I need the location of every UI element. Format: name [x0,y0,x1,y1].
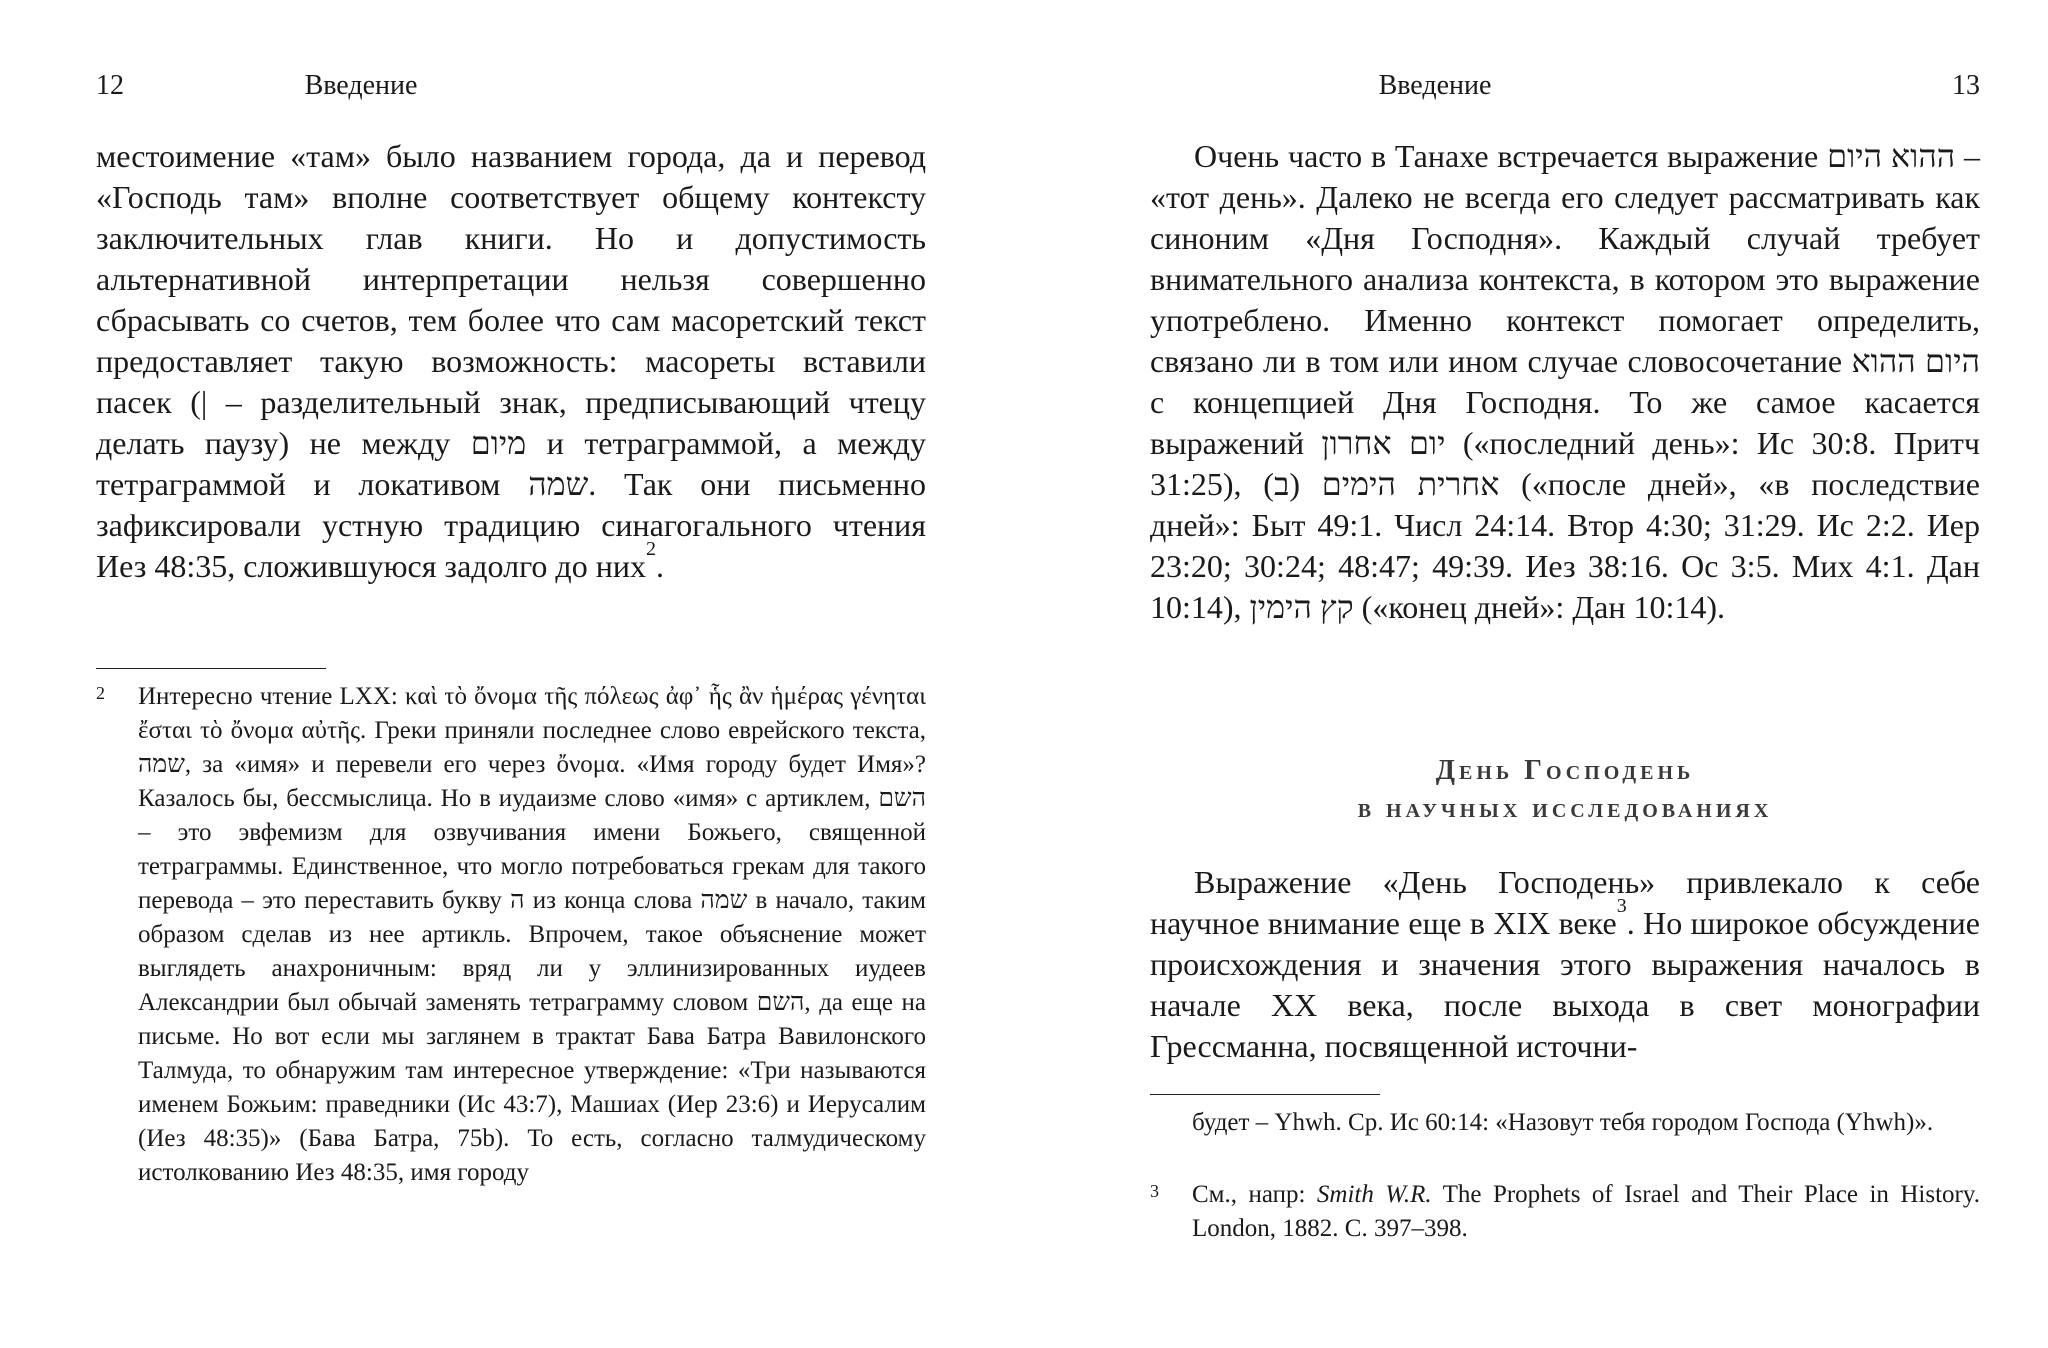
body-text-end: . [655,548,664,584]
body-paragraph [1150,862,1980,1067]
footnote-divider [1150,1094,1380,1095]
footnote-prefix: См., напр: [1192,1181,1317,1208]
section-heading-line: в научных исследованиях [1357,793,1773,824]
body-text: Выражение «День Господень» привлекало к себе научное внимание еще в XIX веке [1150,864,1980,941]
body-text-rest: . Но широкое обсуждение происхождения и значения этого выражения началось в начале XX века, после выхода в свет монографии Грессманна, посвященной источни- [1150,905,1980,1064]
body-paragraph [96,136,926,587]
footnote-text: Интересно чтение LXX: καὶ τὸ ὄνομα τῆς πόλεως ἀφ᾽ ἧς ἂν ἡμέρας γένηται ἔσται τὸ ὄνομα αὐτῆς. Греки приняли последнее слово еврейского текста, שמה, за «имя» и перевели его через ὄνομα. «Имя городу будет Имя»? Казалось бы, бессмыслица. Но в иудаизме слово «имя» с артиклем, השם – это эвфемизм для озвучивания имени Божьего, священной тетраграммы. Единственное, что могло потребоваться грекам для такого перевода – это переставить букву ה из конца слова שמה в начало, таким образом сделав из нее артикль. Впрочем, такое объяснение может выглядеть анахроничным: вряд ли у эллинизированных иудеев Александрии был обычай заменять тетраграмму словом השם, да еще на письме. Но вот если мы заглянем в трактат Бава Батра Вавилонского Талмуда, то обнаружим там интересное утверждение: «Три называются именем Божьим: праведники (Ис 43:7), Машиах (Иер 23:6) и Иерусалим (Иез 48:35)» (Бава Батра, 75b). То есть, согласно талмудическому истолкованию Иез 48:35, имя городу [138,683,926,1186]
footnote-ref: 3 [1616,895,1627,918]
footnote-continuation [1192,1106,1980,1140]
body-text: местоимение «там» было названием города, да и перевод «Господь там» вполне соответствует общему контексту заключительных глав книги. Но и допустимость альтернативной интерпретации нельзя совершенно сбрасывать со счетов, тем более что сам масоретский текст предоставляет такую возможность: масореты вставили пасек (| – разделительный знак, предписывающий чтецу делать паузу) не между מיום и тетраграммой, а между тетраграммой и локативом שמה. Так они письменно зафиксировали устную традицию синагогального чтения Иез 48:35, сложившуюся задолго до них [96,138,927,584]
footnote-ref: 2 [645,538,656,561]
footnote-divider [96,668,326,669]
page-number: 13 [1952,70,1980,101]
running-header [96,70,926,110]
left-page [96,0,926,1348]
running-header [1150,70,1980,110]
page-number: 12 [96,70,124,101]
footnote-number: 2 [96,683,105,703]
running-title: Введение [304,70,418,101]
footnote-text [1192,1178,1980,1246]
section-heading [1150,752,1980,828]
body-paragraph: Очень часто в Танахе встречается выражение ההוא היום – «тот день». Далеко не всегда его следует рассматривать как синоним «Дня Господня». Каждый случай требует внимательного анализа контекста, в котором это выражение употреблено. Именно контекст помогает определить, связано ли в том или ином случае словосочетание היום ההוא с концепцией Дня Господня. То же самое касается выражений יום אחרון («последний день»: Ис 30:8. Притч 31:25), (ב) אחרית הימים («после дней», «в последствие дней»: Быт 49:1. Числ 24:14. Втор 4:30; 31:29. Ис 2:2. Иер 23:20; 30:24; 48:47; 49:39. Иез 38:16. Ос 3:5. Мих 4:1. Дан 10:14), קץ הימין («конец дней»: Дан 10:14). [1150,138,1981,625]
footnote-author: Smith W.R. [1316,1181,1432,1208]
footnote-citation: The Prophets of Israel and Their Place in History. London, 1882. С. 397–398. [1192,1181,1980,1242]
footnote [1150,1178,1980,1246]
right-page [1150,0,1980,1348]
footnote [96,680,926,1190]
footnote-text: будет – Yhwh. Ср. Ис 60:14: «Назовут тебя городом Господа (Yhwh)». [1192,1109,1934,1136]
running-title: Введение [1378,70,1492,101]
footnote-number: 3 [1150,1181,1159,1201]
section-heading-line: День Господень [1435,755,1695,786]
